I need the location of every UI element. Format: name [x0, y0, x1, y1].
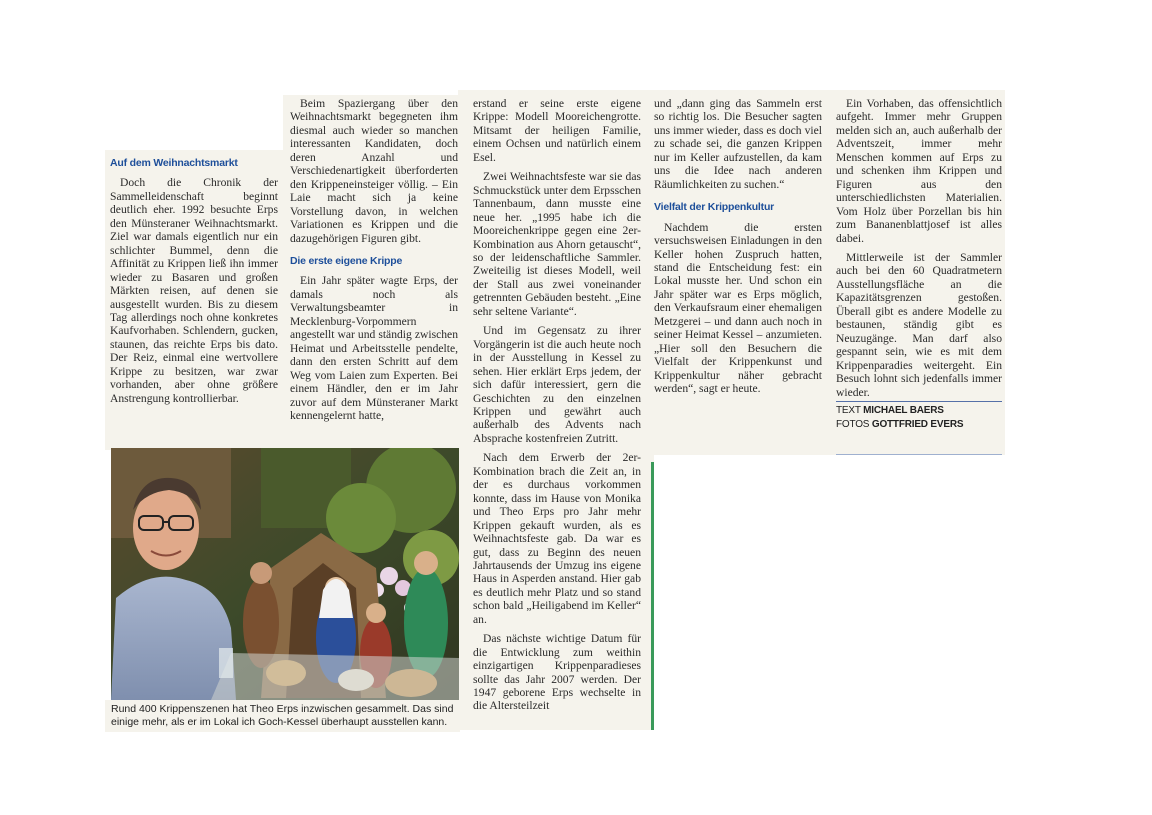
- article-column-4: [654, 97, 822, 396]
- paragraph: Nachdem die ersten versuchsweisen Einladungen in den Keller hohen Zuspruch hatten, stand die Entscheidung fest: ein Lokal musste her. Und schon ein Jahr später war es Erps möglich, den Verkaufsraum einer ehemaligen Metzgerei – und dann auch noch in seiner Heimat Kessel – anzumieten. „Hier soll den Besuchern die Vielfalt der Krippenkunst und Krippenkultur näher gebracht werden“, sagt er heute.: [654, 220, 822, 396]
- credits-bottom-rule: [836, 454, 1002, 455]
- photo-credit: [836, 418, 1004, 432]
- photo-illustration: [111, 448, 459, 700]
- text-credit-name: MICHAEL BAERS: [863, 405, 944, 416]
- paragraph: Nach dem Erwerb der 2er-Kombination brach die Zeit an, in der es durchaus vorkommen konnte, dass im Hause von Monika und Theo Erps pro Jahr mehr Krippen gekauft wurden, als es Weihnachtsfeste gab. Da war es gut, dass zu Beginn des neuen Jahrtausends der Umzug ins eigene Haus in Asperden anstand. Hier gab es deutlich mehr Platz und so stand schon bald „Heiligabend im Keller“ an.: [473, 451, 641, 626]
- photo-credit-name: GOTTFRIED EVERS: [871, 419, 964, 430]
- article-photo: [111, 448, 459, 700]
- subheading-weihnachtsmarkt: Auf dem Weihnachtsmarkt: [110, 157, 238, 169]
- paragraph: Beim Spaziergang über den Weihnachtsmarkt begegneten ihm diesmal auch wieder so manchen interessanten Kandidaten, doch deren Anzahl und Verschiedenartigkeit überforderten den Krippeneinsteiger völlig. – Ein Laie macht sich ja keine Vorstellung davon, in welchen Variationen es Krippen und die dazugehörigen Figuren gibt.: [290, 97, 458, 245]
- text-credit: [836, 404, 1004, 418]
- credits-rule: [836, 401, 1002, 402]
- text-credit-label: TEXT: [836, 405, 861, 416]
- credits: [836, 404, 1004, 432]
- subheading-vielfalt: Vielfalt der Krippenkultur: [654, 201, 775, 214]
- article-column-2: [290, 97, 458, 422]
- photo-credit-label: FOTOS: [836, 419, 870, 430]
- paragraph: Zwei Weihnachtsfeste war sie das Schmuckstück unter dem Erpsschen Tannenbaum, dann musste eine neue her. „1995 habe ich die Mooreichenkrippe gegen eine 2er-Kombination aus Ahorn getauscht“, so der leidenschaftliche Sammler. Zweiteilig ist dieses Modell, weil der Stall aus zwei voneinander getrennten Gebäuden besteht. „Eine sehr seltene Variante“.: [473, 170, 641, 318]
- subheading-erste-eigene-krippe: Die erste eigene Krippe: [290, 254, 403, 267]
- paragraph: Und im Gegensatz zu ihrer Vorgängerin ist die auch heute noch in der Ausstellung in Kessel zu sehen. Hier erklärt Erps jedem, der sich dafür interessiert, gern die Geschichten zu den einzelnen Krippen und gewährt auch außerhalb des Advents nach Absprache kostenfreien Zutritt.: [473, 324, 641, 445]
- green-column-rule: [651, 462, 654, 730]
- paragraph: Das nächste wichtige Datum für die Entwicklung zum weithin einzigartigen Krippenparadieses sollte das Jahr 2007 werden. Der 1947 geborene Erps wechselte in die Altersteilzeit: [473, 632, 641, 713]
- photo-caption: Rund 400 Krippenszenen hat Theo Erps inzwischen gesammelt. Das sind einige mehr, als er im Lokal ich Goch-Kessel überhaupt ausstellen kann.: [111, 703, 454, 728]
- paragraph: Ein Vorhaben, das offensichtlich aufgeht. Immer mehr Gruppen melden sich an, auch außerhalb der Adventszeit, immer mehr Menschen kommen auf Erps zu und schenken ihm Krippen und Figuren aus den unterschiedlichsten Materialien. Vom Holz über Porzellan bis hin zum Bananenblattjosef ist alles dabei.: [836, 97, 1002, 245]
- article-column-3: [473, 97, 641, 713]
- paragraph: und „dann ging das Sammeln erst so richtig los. Die Besucher sagten uns immer wieder, dass es doch viel zu schade sei, die ganzen Krippen nur im Keller aufzustellen, da kam uns die Idee nach anderen Räumlichkeiten zu suchen.“: [654, 97, 822, 191]
- article-column-1: [110, 157, 278, 405]
- article-column-5: [836, 97, 1002, 399]
- paragraph: Mittlerweile ist der Sammler auch bei den 60 Quadratmetern Ausstellungsfläche an die Kapazitätsgrenzen gestoßen. Überall gibt es andere Modelle zu bestaunen, ständig gibt es Neuzugänge. Man darf also gespannt sein, wie es mit dem Krippenparadies weitergeht. Ein Besuch lohnt sich jedenfalls immer wieder.: [836, 250, 1002, 399]
- paragraph: erstand er seine erste eigene Krippe: Modell Mooreichengrotte. Mitsamt der heiligen Familie, einem Ochsen und natürlich einem Esel.: [473, 97, 641, 164]
- paragraph: Doch die Chronik der Sammelleidenschaft beginnt deutlich eher. 1992 besuchte Erps den Münsteraner Weihnachtsmarkt. Ziel war damals eigentlich nur ein schlichter Bummel, denn die Affinität zu Krippen ließ ihn immer wieder zu Basaren und großen Märkten reisen, auf denen sie ausgestellt wurden. Bis zu diesem Tag allerdings noch ohne konkretes Kaufvorhaben. Schlendern, gucken, staunen, das reichte Erps bis dato. Der Reiz, einmal eine wertvollere Krippe zu besitzen, war zwar vorhanden, aber ohne größere Anstrengung kontrollierbar.: [110, 176, 278, 405]
- paragraph: Ein Jahr später wagte Erps, der damals noch als Verwaltungsbeamter in Mecklenburg-Vorpommern angestellt war und ständig zwischen Heimat und Arbeitsstelle pendelte, dann den ersten Schritt auf dem Weg vom Laien zum Experten. Bei einem Händler, den er im Jahr zuvor auf dem Münsteraner Markt kennengelernt hatte,: [290, 274, 458, 422]
